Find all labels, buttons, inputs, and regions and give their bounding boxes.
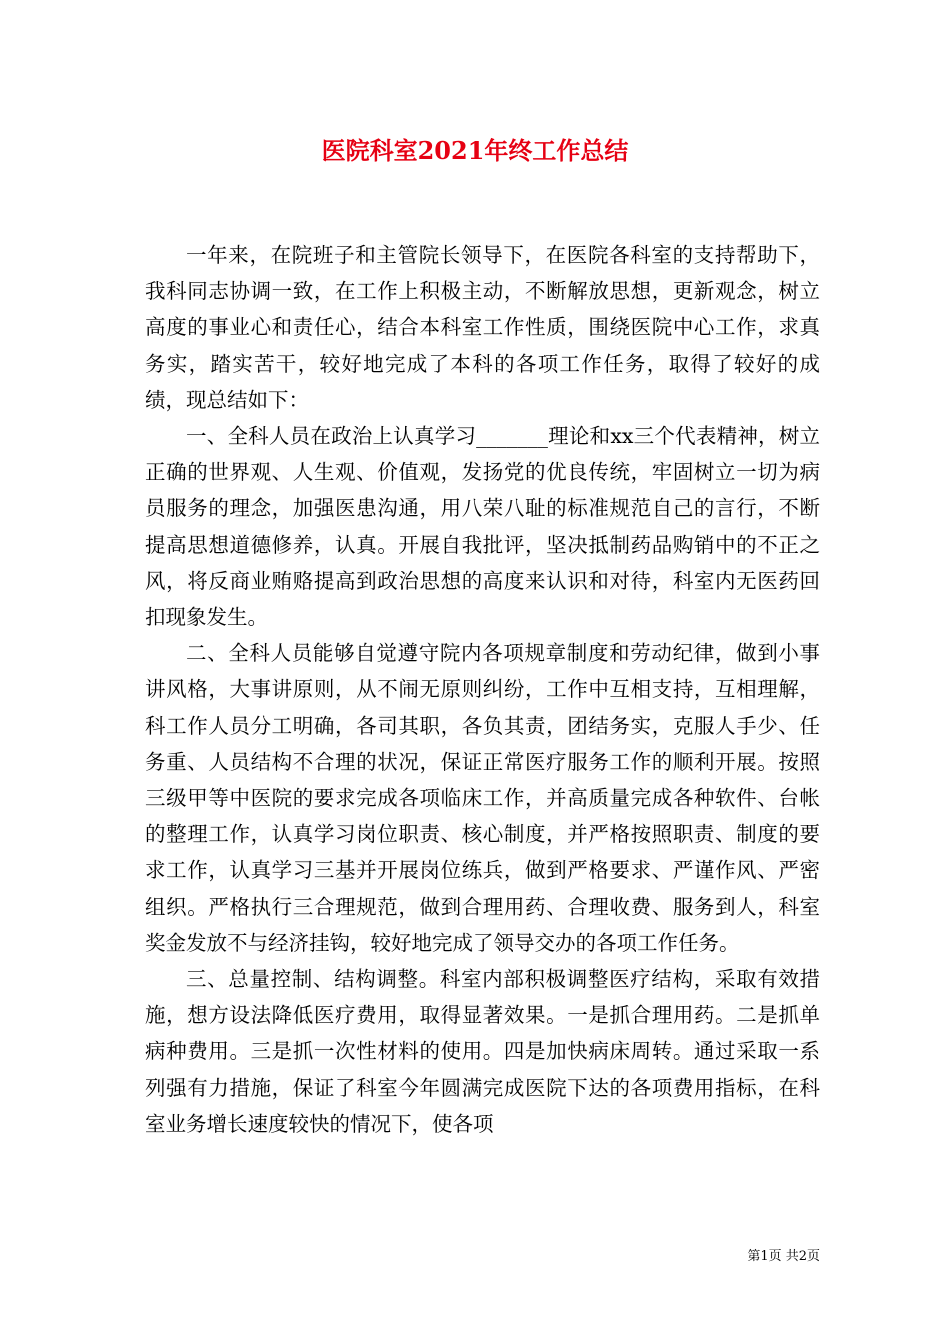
paragraph-section-1: 一、全科人员在政治上认真学习_______理论和xx三个代表精神，树立正确的世界观、人生观、价值观，发扬党的优良传统，牢固树立一切为病员服务的理念，加强医患沟通，用八荣八耻的标准规范自己的言行，不断提高思想道德修养，认真。开展自我批评，坚决抵制药品购销中的不正之风，将反商业贿赂提高到政治思想的高度来认识和对待，科室内无医药回扣现象发生。	[145, 424, 820, 630]
document-body	[145, 237, 820, 1142]
paragraph-intro: 一年来，在院班子和主管院长领导下，在医院各科室的支持帮助下，我科同志协调一致，在工作上积极主动，不断解放思想，更新观念，树立高度的事业心和责任心，结合本科室工作性质，围绕医院中心工作，求真务实，踏实苦干，较好地完成了本科的各项工作任务，取得了较好的成绩，现总结如下：	[145, 243, 820, 412]
document-title: 医院科室2021年终工作总结	[321, 136, 629, 165]
page-number: 第1页 共2页	[747, 1249, 820, 1264]
paragraph-section-3: 三、总量控制、结构调整。科室内部积极调整医疗结构，采取有效措施，想方设法降低医疗费用，取得显著效果。一是抓合理用药。二是抓单病种费用。三是抓一次性材料的使用。四是加快病床周转。通过采取一系列强有力措施，保证了科室今年圆满完成医院下达的各项费用指标，在科室业务增长速度较快的情况下，使各项	[145, 967, 820, 1136]
paragraph-section-2: 二、全科人员能够自觉遵守院内各项规章制度和劳动纪律，做到小事讲风格，大事讲原则，从不闹无原则纠纷，工作中互相支持，互相理解，科工作人员分工明确，各司其职，各负其责，团结务实，克服人手少、任务重、人员结构不合理的状况，保证正常医疗服务工作的顺利开展。按照三级甲等中医院的要求完成各项临床工作，并高质量完成各种软件、台帐的整理工作，认真学习岗位职责、核心制度，并严格按照职责、制度的要求工作，认真学习三基并开展岗位练兵，做到严格要求、严谨作风、严密组织。严格执行三合理规范，做到合理用药、合理收费、服务到人，科室奖金发放不与经济挂钩，较好地完成了领导交办的各项工作任务。	[145, 641, 820, 955]
